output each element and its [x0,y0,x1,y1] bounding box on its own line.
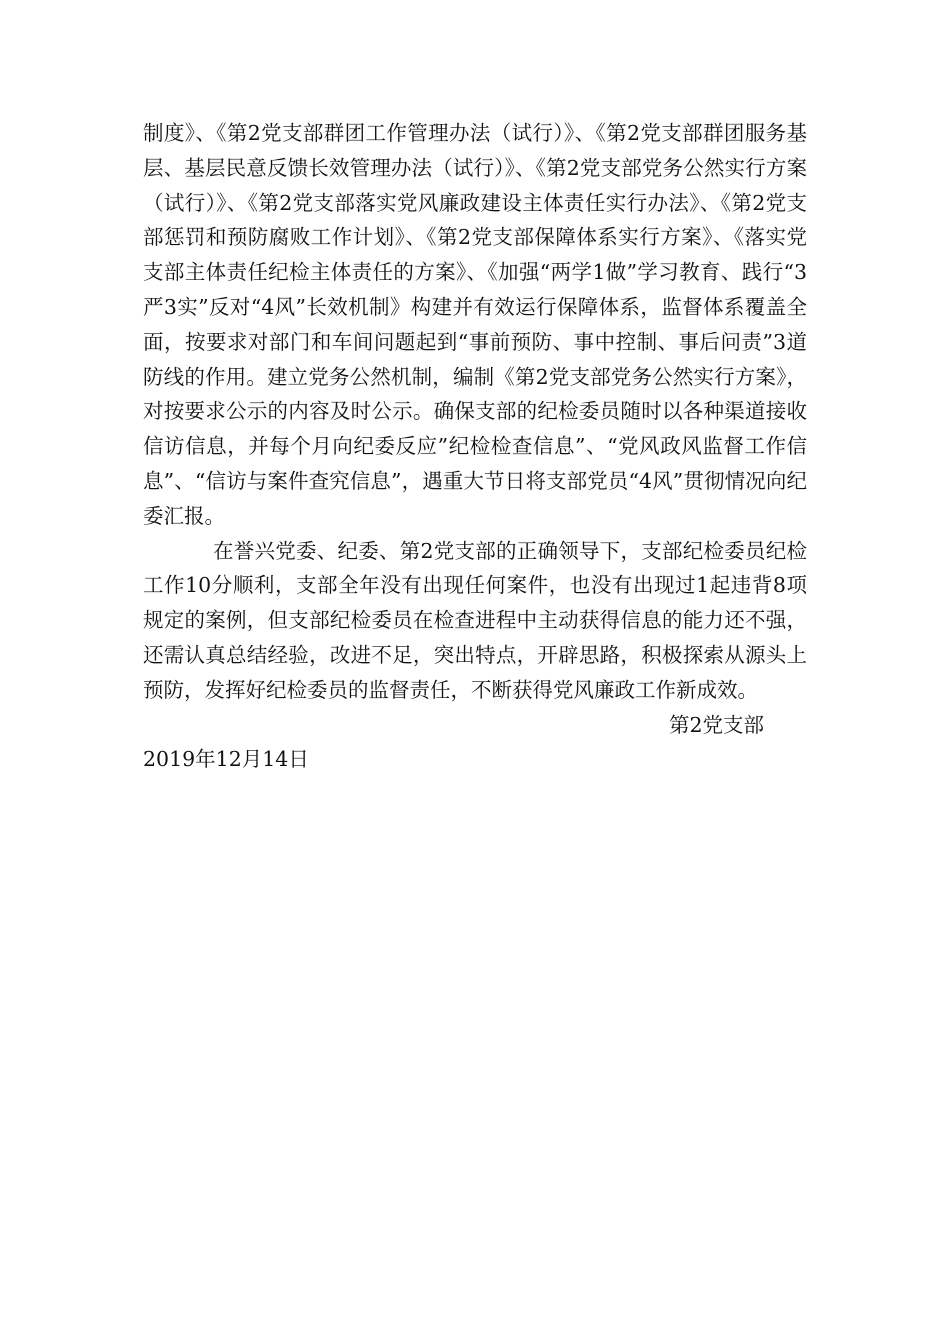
body-paragraph-1: 制度》、《第2党支部群团工作管理办法（试行）》、《第2党支部群团服务基层、基层民意反馈长效管理办法（试行）》、《第2党支部党务公然实行方案（试行）》、《第2党支部落实党风廉政建设主体责任实行办法》、《第2党支部惩罚和预防腐败工作计划》、《第2党支部保障体系实行方案》、《落实党支部主体责任纪检主体责任的方案》、《加强“两学1做”学习教育、践行“3严3实”反对“4风”长效机制》构建并有效运行保障体系，监督体系覆盖全面，按要求对部门和车间问题起到“事前预防、事中控制、事后问责”3道防线的作用。建立党务公然机制，编制《第2党支部党务公然实行方案》，对按要求公示的内容及时公示。确保支部的纪检委员随时以各种渠道接收信访信息，并每个月向纪委反应”纪检检查信息”、“党风政风监督工作信息”、“信访与案件查究信息”，遇重大节日将支部党员“4风”贯彻情况向纪委汇报。 [143,121,807,528]
body-paragraph-2: 在誉兴党委、纪委、第2党支部的正确领导下，支部纪检委员纪检工作10分顺利，支部全年没有出现任何案件，也没有出现过1起违背8项规定的案例，但支部纪检委员在检查进程中主动获得信息的能力还不强，还需认真总结经验，改进不足，突出特点，开辟思路，积极探索从源头上预防，发挥好纪检委员的监督责任，不断获得党风廉政工作新成效。 [143,538,807,702]
signature-line: 第2党支部 [669,712,765,737]
date-line: 2019年12月14日 [143,747,309,772]
document-body [143,116,807,777]
